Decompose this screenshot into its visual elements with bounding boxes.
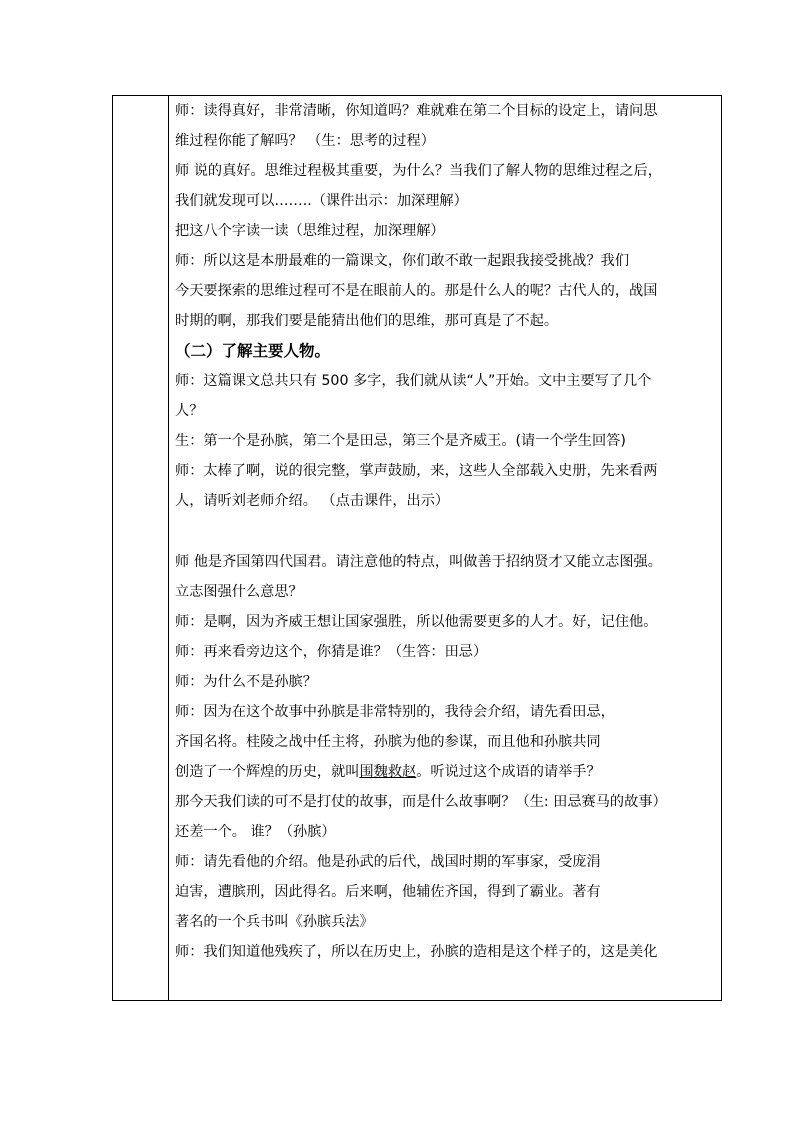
text-line: 著名的一个兵书叫《孙膑兵法》	[175, 914, 374, 930]
text-line: 师 说的真好。思维过程极其重要，为什么？当我们了解人物的思维过程之后，	[175, 163, 662, 179]
text-line: 立志图强什么意思？	[175, 584, 303, 600]
text-line: 师：请先看他的介绍。他是孙武的后代，战国时期的军事家，受庞涓	[175, 854, 601, 870]
text-line: 师：太棒了啊，说的很完整，掌声鼓励，来，这些人全部载入史册，先来看两	[175, 463, 658, 479]
text-line: 今天要探索的思维过程可不是在眼前人的。那是什么人的呢？古代人的，战国	[175, 283, 658, 299]
text-line: 师：所以这是本册最难的一篇课文，你们敢不敢一起跟我接受挑战？我们	[175, 253, 630, 269]
text-line: 师 他是齐国第四代国君。请注意他的特点，叫做善于招纳贤才又能立志图强。	[175, 554, 662, 570]
lesson-table	[112, 95, 722, 1001]
text-line-with-idiom	[175, 757, 717, 787]
text-line: 迫害，遭膑刑，因此得名。后来啊，他辅佐齐国，得到了霸业。著有	[175, 884, 601, 900]
text-line: 师：是啊，因为齐威王想让国家强胜，所以他需要更多的人才。好，记住他。	[175, 614, 658, 630]
text-line: 人，请听刘老师介绍。 （点击课件，出示）	[175, 493, 450, 509]
table-content-column	[169, 96, 721, 1000]
text-line: 师：这篇课文总共只有 500 多字，我们就从读“人”开始。文中主要写了几个	[175, 373, 652, 389]
text-line: 齐国名将。桂陵之战中任主将，孙膑为他的参谋，而且他和孙膑共同	[175, 734, 601, 750]
underlined-idiom: 围魏救赵	[359, 764, 417, 780]
text-line: 人？	[175, 403, 204, 419]
table-left-column	[113, 96, 169, 1000]
text-line: 师：我们知道他残疾了，所以在历史上，孙膑的造相是这个样子的，这是美化	[175, 944, 658, 960]
text-line: 师：读得真好，非常清晰，你知道吗？难就难在第二个目标的设定上，请问思	[175, 103, 658, 119]
text-line: 还差一个。 谁？（孙膑）	[175, 824, 336, 840]
text-line: 把这八个字读一读（思维过程，加深理解）	[175, 223, 445, 239]
text-line: 我们就发现可以……..（课件出示：加深理解）	[175, 193, 468, 209]
text-line: 生：第一个是孙膑，第二个是田忌，第三个是齐威王。(请一个学生回答)	[175, 433, 626, 449]
text-line: 师：为什么不是孙膑？	[175, 674, 317, 690]
idiom-sentence-before: 创造了一个辉煌的历史，就叫	[175, 764, 360, 780]
section-heading: （二）了解主要人物。	[175, 342, 331, 360]
text-line: 那今天我们读的可不是打仗的故事，而是什么故事啊？（生: 田忌赛马的故事）	[175, 794, 667, 810]
blank-line	[175, 516, 717, 547]
text-line: 师：因为在这个故事中孙膑是非常特别的，我待会介绍，请先看田忌，	[175, 704, 615, 720]
idiom-sentence-after: 。听说过这个成语的请举手？	[416, 764, 601, 780]
text-line: 师：再来看旁边这个，你猜是谁？（生答：田忌）	[175, 644, 488, 660]
text-line: 维过程你能了解吗？ （生：思考的过程）	[175, 133, 435, 149]
text-line: 时期的啊，那我们要是能猜出他们的思维，那可真是了不起。	[175, 313, 559, 329]
